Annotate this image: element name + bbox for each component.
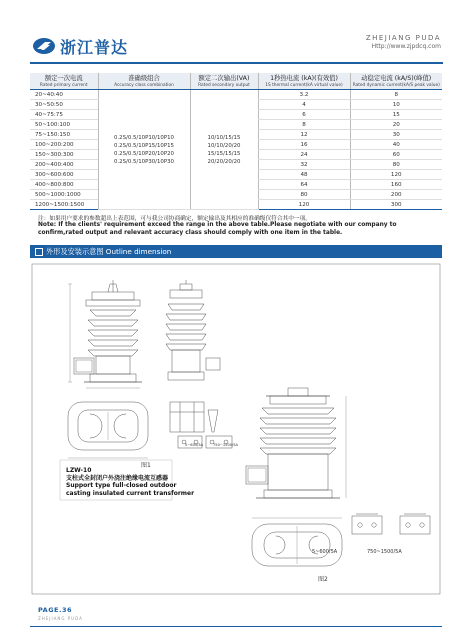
- header-divider: [30, 62, 443, 64]
- col-header-dynamic: 动稳定电流 (kA/S)(峰值): [350, 73, 442, 82]
- cell-thermal: 16: [258, 140, 350, 150]
- cell-thermal: 64: [258, 180, 350, 190]
- cell-dynamic: 160: [350, 180, 442, 190]
- cell-primary: 400~800:800: [30, 180, 98, 190]
- cell-thermal: 80: [258, 190, 350, 200]
- cell-thermal: 24: [258, 150, 350, 160]
- cell-primary: 1200~1500:1500: [30, 200, 98, 210]
- section-title: 外形及安装示意图 Outline dimension: [46, 247, 172, 256]
- cell-primary: 30~50:50: [30, 100, 98, 110]
- terminal-label-b: 750~1500/5A: [213, 443, 238, 447]
- table-row: [30, 90, 442, 100]
- product-caption: [66, 467, 194, 497]
- note-zh: 注：如果用户要求的参数超出上表范围，可与我公司协商确定，额定输出及其相应的准确级仅符合其中一项。: [38, 216, 311, 222]
- cell-dynamic: 120: [350, 170, 442, 180]
- cell-thermal: 32: [258, 160, 350, 170]
- col-header-accuracy: 准确级组合: [98, 73, 190, 82]
- col-header-thermal: 1秒热电流 (kA)(有效值): [258, 73, 350, 82]
- terminal-label-c: 5~600/5A: [312, 549, 338, 555]
- cell-thermal: 3.2: [258, 90, 350, 100]
- footer-divider: [30, 626, 442, 627]
- cell-dynamic: 200: [350, 190, 442, 200]
- company-name-en: ZHEJIANG PUDA: [365, 34, 441, 42]
- product-model: LZW-10: [66, 467, 92, 474]
- product-name-zh: 支柱式全封闭户外浇注绝缘电流互感器: [66, 474, 169, 482]
- cell-dynamic: 40: [350, 140, 442, 150]
- footer-company: ZHEJIANG PUDA: [38, 616, 83, 621]
- transformer-fig2-side-view: [246, 388, 346, 498]
- terminal-label-a: 5~600/5A: [185, 443, 204, 447]
- cell-dynamic: 60: [350, 150, 442, 160]
- col-subheader-dynamic: Rated dynamic current(kA/S peak value): [350, 82, 442, 90]
- cell-thermal: 4: [258, 100, 350, 110]
- accuracy-item: 0.2S/0.5/10P15/10P15: [114, 142, 174, 149]
- cell-thermal: 120: [258, 200, 350, 210]
- cell-primary: 50~100:100: [30, 120, 98, 130]
- transformer-fig1-side-view: [68, 280, 142, 388]
- secondary-terminal-diagram-2: [352, 514, 430, 534]
- cell-primary: 75~150:150: [30, 130, 98, 140]
- cell-primary: 100~200:200: [30, 140, 98, 150]
- cell-primary: 500~1000:1000: [30, 190, 98, 200]
- transformer-fig1-front-view: [166, 280, 220, 380]
- col-header-primary: 额定一次电流: [30, 73, 98, 82]
- cell-thermal: 48: [258, 170, 350, 180]
- product-name-en-line1: Support type full-closed outdoor: [66, 482, 177, 489]
- col-subheader-output: Rated secondary output: [190, 82, 258, 90]
- cell-primary: 150~300:300: [30, 150, 98, 160]
- cell-thermal: 6: [258, 110, 350, 120]
- cell-output-group: [190, 90, 258, 210]
- accuracy-item: 0.2S/0.5/10P10/10P10: [114, 134, 174, 141]
- cell-dynamic: 10: [350, 100, 442, 110]
- cell-dynamic: 30: [350, 130, 442, 140]
- cell-thermal: 12: [258, 130, 350, 140]
- col-subheader-accuracy: Accuracy class combination: [98, 82, 190, 90]
- transformer-fig1-bottom-view: [68, 402, 148, 458]
- col-subheader-thermal: 1S thermal current(kA virtual value): [258, 82, 350, 90]
- logo-text: 浙江普达: [60, 37, 129, 57]
- cell-primary: 200~400:400: [30, 160, 98, 170]
- puda-logo-icon: [32, 37, 56, 55]
- product-name-en-line2: casting insulated current transformer: [66, 489, 195, 497]
- output-item: 15/15/15/15: [207, 150, 241, 157]
- output-item: 10/10/20/20: [207, 142, 241, 149]
- cell-dynamic: 15: [350, 110, 442, 120]
- col-header-output: 额定二次输出(VA): [190, 73, 258, 82]
- accuracy-item: 0.2S/0.5/10P30/10P30: [114, 158, 174, 165]
- cell-primary: 300~600:600: [30, 170, 98, 180]
- page-number: PAGE.36: [38, 606, 72, 614]
- col-subheader-primary: Rated primary current: [30, 82, 98, 90]
- cell-primary: 40~75:75: [30, 110, 98, 120]
- figure-1-label: 图1: [141, 462, 151, 469]
- terminal-label-d: 750~1500/5A: [367, 549, 402, 555]
- logo: [32, 34, 128, 58]
- output-item: 20/20/20/20: [207, 158, 241, 165]
- section-square-icon: [35, 248, 43, 256]
- cell-thermal: 8: [258, 120, 350, 130]
- cell-primary: 20~40:40: [30, 90, 98, 100]
- cell-accuracy-group: [98, 90, 190, 210]
- cell-dynamic: 8: [350, 90, 442, 100]
- transformer-fig2-bottom-view: [252, 518, 342, 566]
- transformer-fig1-detail: [170, 402, 218, 432]
- spec-table: [30, 73, 442, 210]
- figure-2-label: 图2: [318, 576, 328, 583]
- output-item: 10/10/15/15: [207, 134, 241, 141]
- cell-dynamic: 80: [350, 160, 442, 170]
- note-en: Note: If the clients' requirement exceed the range in the above table.Please negotiate with our company to confirm,rated output and relevant accuracy class should comply with one item in the table.: [38, 222, 397, 236]
- cell-dynamic: 20: [350, 120, 442, 130]
- accuracy-item: 0.2S/0.5/10P20/10P20: [114, 150, 174, 157]
- outline-drawing: [30, 262, 442, 596]
- company-website: Http://www.zjpdcq.com: [371, 43, 441, 50]
- cell-dynamic: 300: [350, 200, 442, 210]
